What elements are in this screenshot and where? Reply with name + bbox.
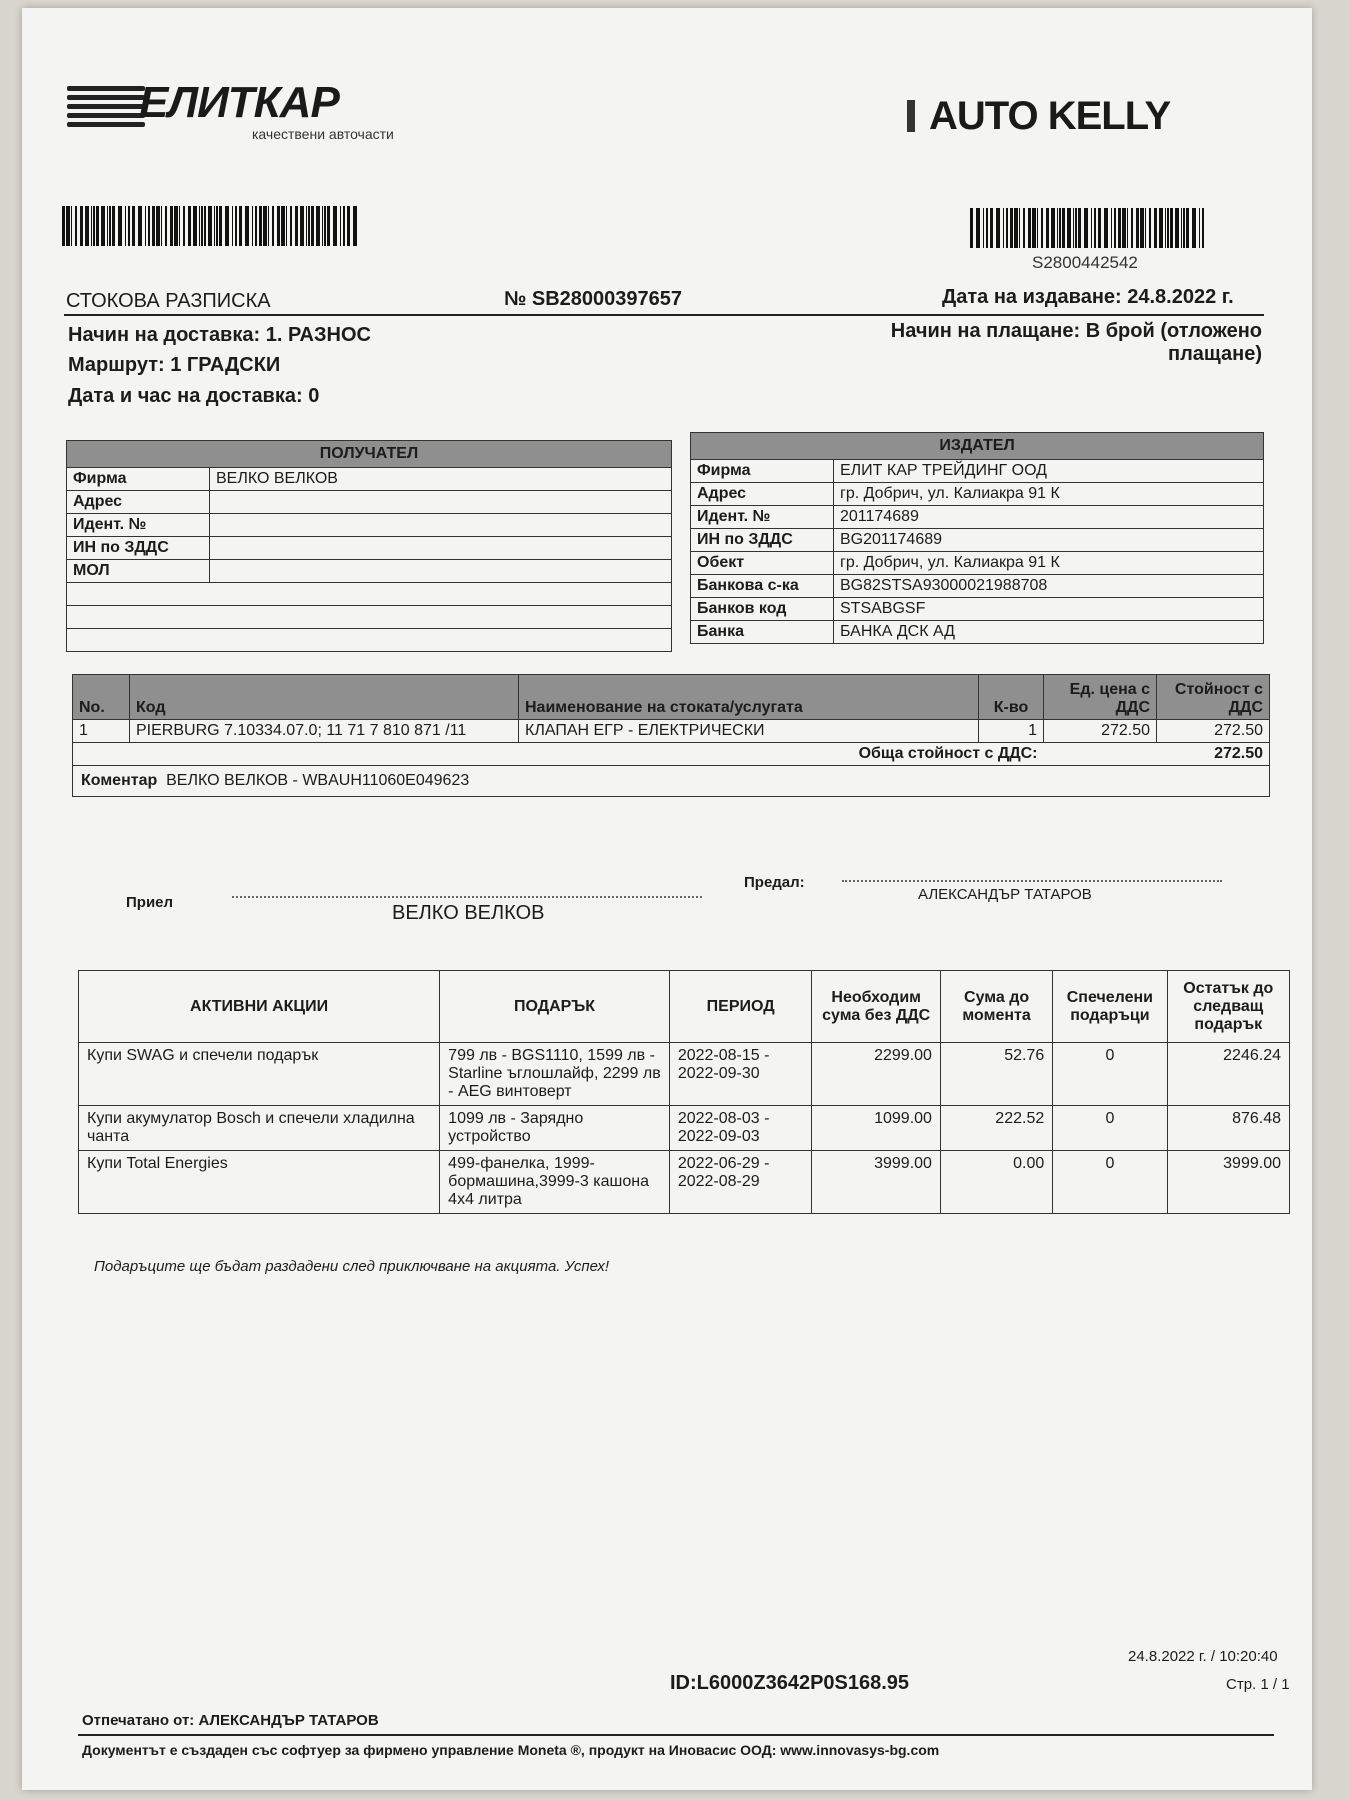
barcode-stripe	[85, 206, 89, 246]
barcode-stripe	[327, 206, 330, 246]
grand-total-value: 272.50	[1044, 743, 1270, 766]
barcode-stripe	[308, 206, 310, 246]
issuer-label: ИН по ЗДДС	[691, 529, 834, 552]
barcode-stripe	[145, 206, 146, 246]
item-unit-price: 272.50	[1044, 720, 1157, 743]
auto-kelly-logo: AUTO KELLY	[907, 94, 1170, 139]
promo-period: 2022-08-03 - 2022-09-03	[669, 1106, 812, 1151]
barcode-stripe	[1023, 208, 1025, 248]
document-title: СТОКОВА РАЗПИСКА	[66, 290, 271, 312]
barcode-stripe	[138, 206, 142, 246]
issuer-label: Фирма	[691, 460, 834, 483]
promo-note: Подаръците ще бъдат раздадени след приключване на акцията. Успех!	[94, 1258, 609, 1275]
issuer-label: Обект	[691, 552, 834, 575]
issuer-value: BG201174689	[834, 529, 1264, 552]
recipient-blank-row	[67, 629, 672, 652]
barcode-stripe	[204, 206, 207, 246]
receipt-paper	[22, 8, 1312, 1790]
barcode-stripe	[1032, 208, 1036, 248]
barcode-stripe	[156, 206, 160, 246]
issuer-value: ЕЛИТ КАР ТРЕЙДИНГ ООД	[834, 460, 1264, 483]
barcode-stripe	[983, 208, 984, 248]
barcode-stripe	[1181, 208, 1182, 248]
delivery-datetime: Дата и час на доставка: 0	[68, 385, 320, 407]
barcode-stripe	[306, 206, 307, 246]
barcode-stripe	[1037, 208, 1038, 248]
recipient-blank-row	[67, 583, 672, 606]
page-number: Стр. 1 / 1	[1226, 1676, 1290, 1693]
barcode-stripe	[214, 206, 215, 246]
promo-required: 2299.00	[812, 1043, 940, 1106]
issue-date: Дата на издаване: 24.8.2022 г.	[942, 286, 1234, 308]
barcode-stripe	[1073, 208, 1074, 248]
barcode-stripe	[225, 206, 229, 246]
barcode-stripe	[1014, 208, 1018, 248]
barcode-stripe	[1183, 208, 1185, 248]
barcode-stripe	[219, 206, 222, 246]
promo-name: Купи Total Energies	[79, 1151, 440, 1214]
barcode-stripe	[1003, 208, 1004, 248]
barcode-stripe	[1067, 208, 1071, 248]
elitkar-logo-subtitle: качествени авточасти	[252, 126, 394, 142]
barcode-stripe	[1114, 208, 1116, 248]
barcode-stripe	[235, 206, 237, 246]
barcode-stripe	[1170, 208, 1173, 248]
barcode-stripe	[1154, 208, 1157, 248]
barcode-stripe	[201, 206, 203, 246]
table-row	[79, 1106, 1290, 1151]
recipient-heading: ПОЛУЧАТЕЛ	[67, 441, 672, 468]
handed-label: Предал:	[744, 874, 805, 891]
promo-won: 0	[1053, 1043, 1167, 1106]
barcode-stripe	[259, 206, 262, 246]
barcode-stripe	[343, 206, 345, 246]
recipient-value	[210, 560, 672, 583]
barcode-stripe	[75, 206, 77, 246]
item-code: PIERBURG 7.10334.07.0; 11 71 7 810 871 /11	[130, 720, 519, 743]
barcode-stripe	[1078, 208, 1081, 248]
barcode-stripe	[245, 206, 249, 246]
barcode-stripe	[281, 206, 285, 246]
barcode-stripe	[1019, 208, 1020, 248]
barcode-stripe	[179, 206, 180, 246]
promo-col-gift: ПОДАРЪК	[440, 971, 670, 1043]
comment-row	[73, 766, 1270, 797]
barcode-stripe	[353, 206, 357, 246]
barcode-stripe	[1175, 208, 1179, 248]
barcode-right-text: S2800442542	[1032, 253, 1138, 272]
recipient-label: Фирма	[67, 468, 210, 491]
items-col-code: Код	[130, 675, 519, 720]
promo-current: 222.52	[940, 1106, 1052, 1151]
recipient-label: ИН по ЗДДС	[67, 537, 210, 560]
barcode-stripe	[1006, 208, 1008, 248]
barcode-stripe	[148, 206, 150, 246]
barcode-stripe	[996, 208, 1000, 248]
barcode-stripe	[277, 206, 280, 246]
barcode-stripe	[300, 206, 304, 246]
barcode-stripe	[316, 206, 320, 246]
issuer-value: BG82STSA93000021988708	[834, 575, 1264, 598]
barcode-stripe	[295, 206, 298, 246]
table-row	[73, 720, 1270, 743]
issuer-value: гр. Добрич, ул. Калиакра 91 К	[834, 552, 1264, 575]
issuer-value: 201174689	[834, 506, 1264, 529]
barcode-stripe	[107, 206, 108, 246]
barcode-stripe	[1127, 208, 1128, 248]
barcode-stripe	[183, 206, 185, 246]
issuer-label: Банкова с-ка	[691, 575, 834, 598]
barcode-stripe	[1051, 208, 1055, 248]
barcode-stripe	[232, 206, 233, 246]
recipient-label: Адрес	[67, 491, 210, 514]
table-row	[79, 1043, 1290, 1106]
software-note: Документът е създаден със софтуер за фирмено управление Moneta ®, продукт на Иновасис ООД: www.innovasys-bg.com	[82, 1742, 940, 1758]
barcode-stripe	[1122, 208, 1126, 248]
barcode-stripe	[252, 206, 253, 246]
barcode-right	[970, 208, 1208, 248]
barcode-stripe	[80, 206, 83, 246]
barcode-stripe	[208, 206, 212, 246]
items-col-name: Наименование на стоката/услугата	[519, 675, 979, 720]
barcode-stripe	[174, 206, 178, 246]
printed-by: Отпечатано от: АЛЕКСАНДЪР ТАТАРОВ	[82, 1712, 379, 1729]
recipient-label: Идент. №	[67, 514, 210, 537]
promo-period: 2022-06-29 - 2022-08-29	[669, 1151, 812, 1214]
barcode-stripe	[1186, 208, 1189, 248]
barcode-stripe	[1046, 208, 1049, 248]
received-name: ВЕЛКО ВЕЛКОВ	[392, 902, 545, 924]
barcode-stripe	[340, 206, 341, 246]
items-col-unit-price: Ед. цена с ДДС	[1044, 675, 1157, 720]
issuer-value: БАНКА ДСК АД	[834, 621, 1264, 644]
barcode-stripe	[1094, 208, 1096, 248]
promo-col-current: Сума до момента	[940, 971, 1052, 1043]
payment-method-line2: плащане)	[1167, 343, 1262, 365]
barcode-left	[62, 206, 360, 246]
route: Маршрут: 1 ГРАДСКИ	[68, 354, 281, 376]
issuer-label: Банков код	[691, 598, 834, 621]
barcode-stripe	[112, 206, 115, 246]
promo-col-won: Спечелени подаръци	[1053, 971, 1167, 1043]
barcode-stripe	[1131, 208, 1133, 248]
promotions-table	[78, 970, 1290, 1214]
barcode-stripe	[170, 206, 173, 246]
barcode-stripe	[1111, 208, 1112, 248]
recipient-blank-row	[67, 606, 672, 629]
issuer-box	[690, 432, 1264, 644]
promo-gift: 1099 лв - Зарядно устройство	[440, 1106, 670, 1151]
barcode-stripe	[1149, 208, 1151, 248]
promo-name: Купи SWAG и спечели подарък	[79, 1043, 440, 1106]
barcode-stripe	[976, 208, 980, 248]
issuer-label: Идент. №	[691, 506, 834, 529]
items-col-qty: К-во	[979, 675, 1044, 720]
barcode-stripe	[118, 206, 122, 246]
barcode-stripe	[1192, 208, 1196, 248]
delivery-method: Начин на доставка: 1. РАЗНОС	[68, 324, 371, 346]
barcode-stripe	[347, 206, 350, 246]
promo-name: Купи акумулатор Bosch и спечели хладилна чанта	[79, 1106, 440, 1151]
item-name: КЛАПАН ЕГР - ЕЛЕКТРИЧЕСКИ	[519, 720, 979, 743]
barcode-stripe	[1098, 208, 1101, 248]
item-total: 272.50	[1157, 720, 1270, 743]
barcode-stripe	[311, 206, 314, 246]
issuer-label: Банка	[691, 621, 834, 644]
grand-total-label: Обща стойност с ДДС:	[73, 743, 1044, 766]
barcode-stripe	[290, 206, 292, 246]
promo-current: 0.00	[940, 1151, 1052, 1214]
promo-required: 3999.00	[812, 1151, 940, 1214]
table-row	[79, 1151, 1290, 1214]
barcode-stripe	[1104, 208, 1108, 248]
barcode-stripe	[1118, 208, 1121, 248]
barcode-stripe	[1059, 208, 1061, 248]
barcode-stripe	[93, 206, 95, 246]
issuer-heading: ИЗДАТЕЛ	[691, 433, 1264, 460]
speed-lines-icon	[67, 86, 145, 130]
recipient-value	[210, 537, 672, 560]
barcode-stripe	[255, 206, 257, 246]
recipient-value	[210, 514, 672, 537]
recipient-value	[210, 491, 672, 514]
barcode-stripe	[1165, 208, 1166, 248]
barcode-stripe	[1028, 208, 1031, 248]
handed-name: АЛЕКСАНДЪР ТАТАРОВ	[918, 886, 1092, 903]
promo-remaining: 2246.24	[1167, 1043, 1289, 1106]
barcode-stripe	[286, 206, 287, 246]
promo-required: 1099.00	[812, 1106, 940, 1151]
promo-won: 0	[1053, 1106, 1167, 1151]
barcode-stripe	[216, 206, 218, 246]
item-no: 1	[73, 720, 130, 743]
elitkar-logo-text: ЕЛИТКАР	[139, 78, 339, 127]
issuer-label: Адрес	[691, 483, 834, 506]
payment-method-line1: Начин на плащане: В брой (отложено	[890, 320, 1262, 342]
items-table	[72, 674, 1270, 797]
header-divider	[64, 314, 1264, 316]
promo-remaining: 876.48	[1167, 1106, 1289, 1151]
barcode-stripe	[125, 206, 126, 246]
handed-signature-line	[842, 880, 1222, 882]
barcode-stripe	[66, 206, 70, 246]
barcode-stripe	[268, 206, 269, 246]
barcode-stripe	[161, 206, 162, 246]
barcode-stripe	[1167, 208, 1169, 248]
barcode-stripe	[324, 206, 326, 246]
barcode-stripe	[152, 206, 155, 246]
barcode-stripe	[239, 206, 242, 246]
promo-gift: 799 лв - BGS1110, 1599 лв - Starline ъглошлайф, 2299 лв - AEG винтоверт	[440, 1043, 670, 1106]
promo-col-period: ПЕРИОД	[669, 971, 812, 1043]
barcode-stripe	[1140, 208, 1144, 248]
promo-period: 2022-08-15 - 2022-09-30	[669, 1043, 812, 1106]
barcode-stripe	[91, 206, 92, 246]
barcode-stripe	[193, 206, 197, 246]
barcode-stripe	[1202, 208, 1204, 248]
barcode-stripe	[1041, 208, 1043, 248]
barcode-stripe	[272, 206, 274, 246]
barcode-stripe	[1091, 208, 1092, 248]
promo-current: 52.76	[940, 1043, 1052, 1106]
issuer-value: гр. Добрич, ул. Калиакра 91 К	[834, 483, 1264, 506]
barcode-stripe	[188, 206, 191, 246]
issuer-value: STSABGSF	[834, 598, 1264, 621]
received-signature-line	[232, 896, 702, 898]
recipient-value: ВЕЛКО ВЕЛКОВ	[210, 468, 672, 491]
payment-method	[862, 320, 1262, 366]
barcode-stripe	[986, 208, 988, 248]
footer-divider	[78, 1734, 1274, 1736]
items-col-total: Стойност с ДДС	[1157, 675, 1270, 720]
barcode-stripe	[1062, 208, 1065, 248]
barcode-stripe	[970, 208, 973, 248]
barcode-stripe	[62, 206, 65, 246]
barcode-stripe	[132, 206, 135, 246]
barcode-stripe	[333, 206, 337, 246]
barcode-stripe	[990, 208, 993, 248]
barcode-stripe	[1199, 208, 1200, 248]
promo-remaining: 3999.00	[1167, 1151, 1289, 1214]
comment-value: ВЕЛКО ВЕЛКОВ - WBAUH11060E049623	[166, 772, 470, 789]
items-col-no: No.	[73, 675, 130, 720]
promo-col-remaining: Остатък до следващ подарък	[1167, 971, 1289, 1043]
recipient-label: МОЛ	[67, 560, 210, 583]
barcode-stripe	[101, 206, 105, 246]
barcode-stripe	[96, 206, 99, 246]
barcode-stripe	[263, 206, 267, 246]
received-label: Приел	[126, 894, 174, 911]
promo-gift: 499-фанелка, 1999-бормашина,3999-3 кашона 4х4 литра	[440, 1151, 670, 1214]
barcode-stripe	[1010, 208, 1013, 248]
promo-won: 0	[1053, 1151, 1167, 1214]
barcode-stripe	[128, 206, 130, 246]
item-qty: 1	[979, 720, 1044, 743]
document-id: ID:L6000Z3642P0S168.95	[670, 1672, 910, 1694]
document-number: № SB28000397657	[504, 288, 682, 310]
barcode-stripe	[1136, 208, 1139, 248]
barcode-stripe	[1159, 208, 1163, 248]
elitkar-logo	[67, 78, 427, 148]
barcode-stripe	[165, 206, 167, 246]
barcode-stripe	[322, 206, 323, 246]
recipient-box	[66, 440, 672, 652]
comment-label: Коментар	[81, 772, 158, 789]
barcode-stripe	[1057, 208, 1058, 248]
barcode-stripe	[1084, 208, 1088, 248]
promo-col-name: АКТИВНИ АКЦИИ	[79, 971, 440, 1043]
barcode-stripe	[109, 206, 111, 246]
barcode-stripe	[1145, 208, 1146, 248]
barcode-stripe	[199, 206, 200, 246]
barcode-stripe	[1075, 208, 1077, 248]
promo-col-required: Необходим сума без ДДС	[812, 971, 940, 1043]
barcode-stripe	[71, 206, 72, 246]
printed-date: 24.8.2022 г. / 10:20:40	[1128, 1648, 1278, 1665]
